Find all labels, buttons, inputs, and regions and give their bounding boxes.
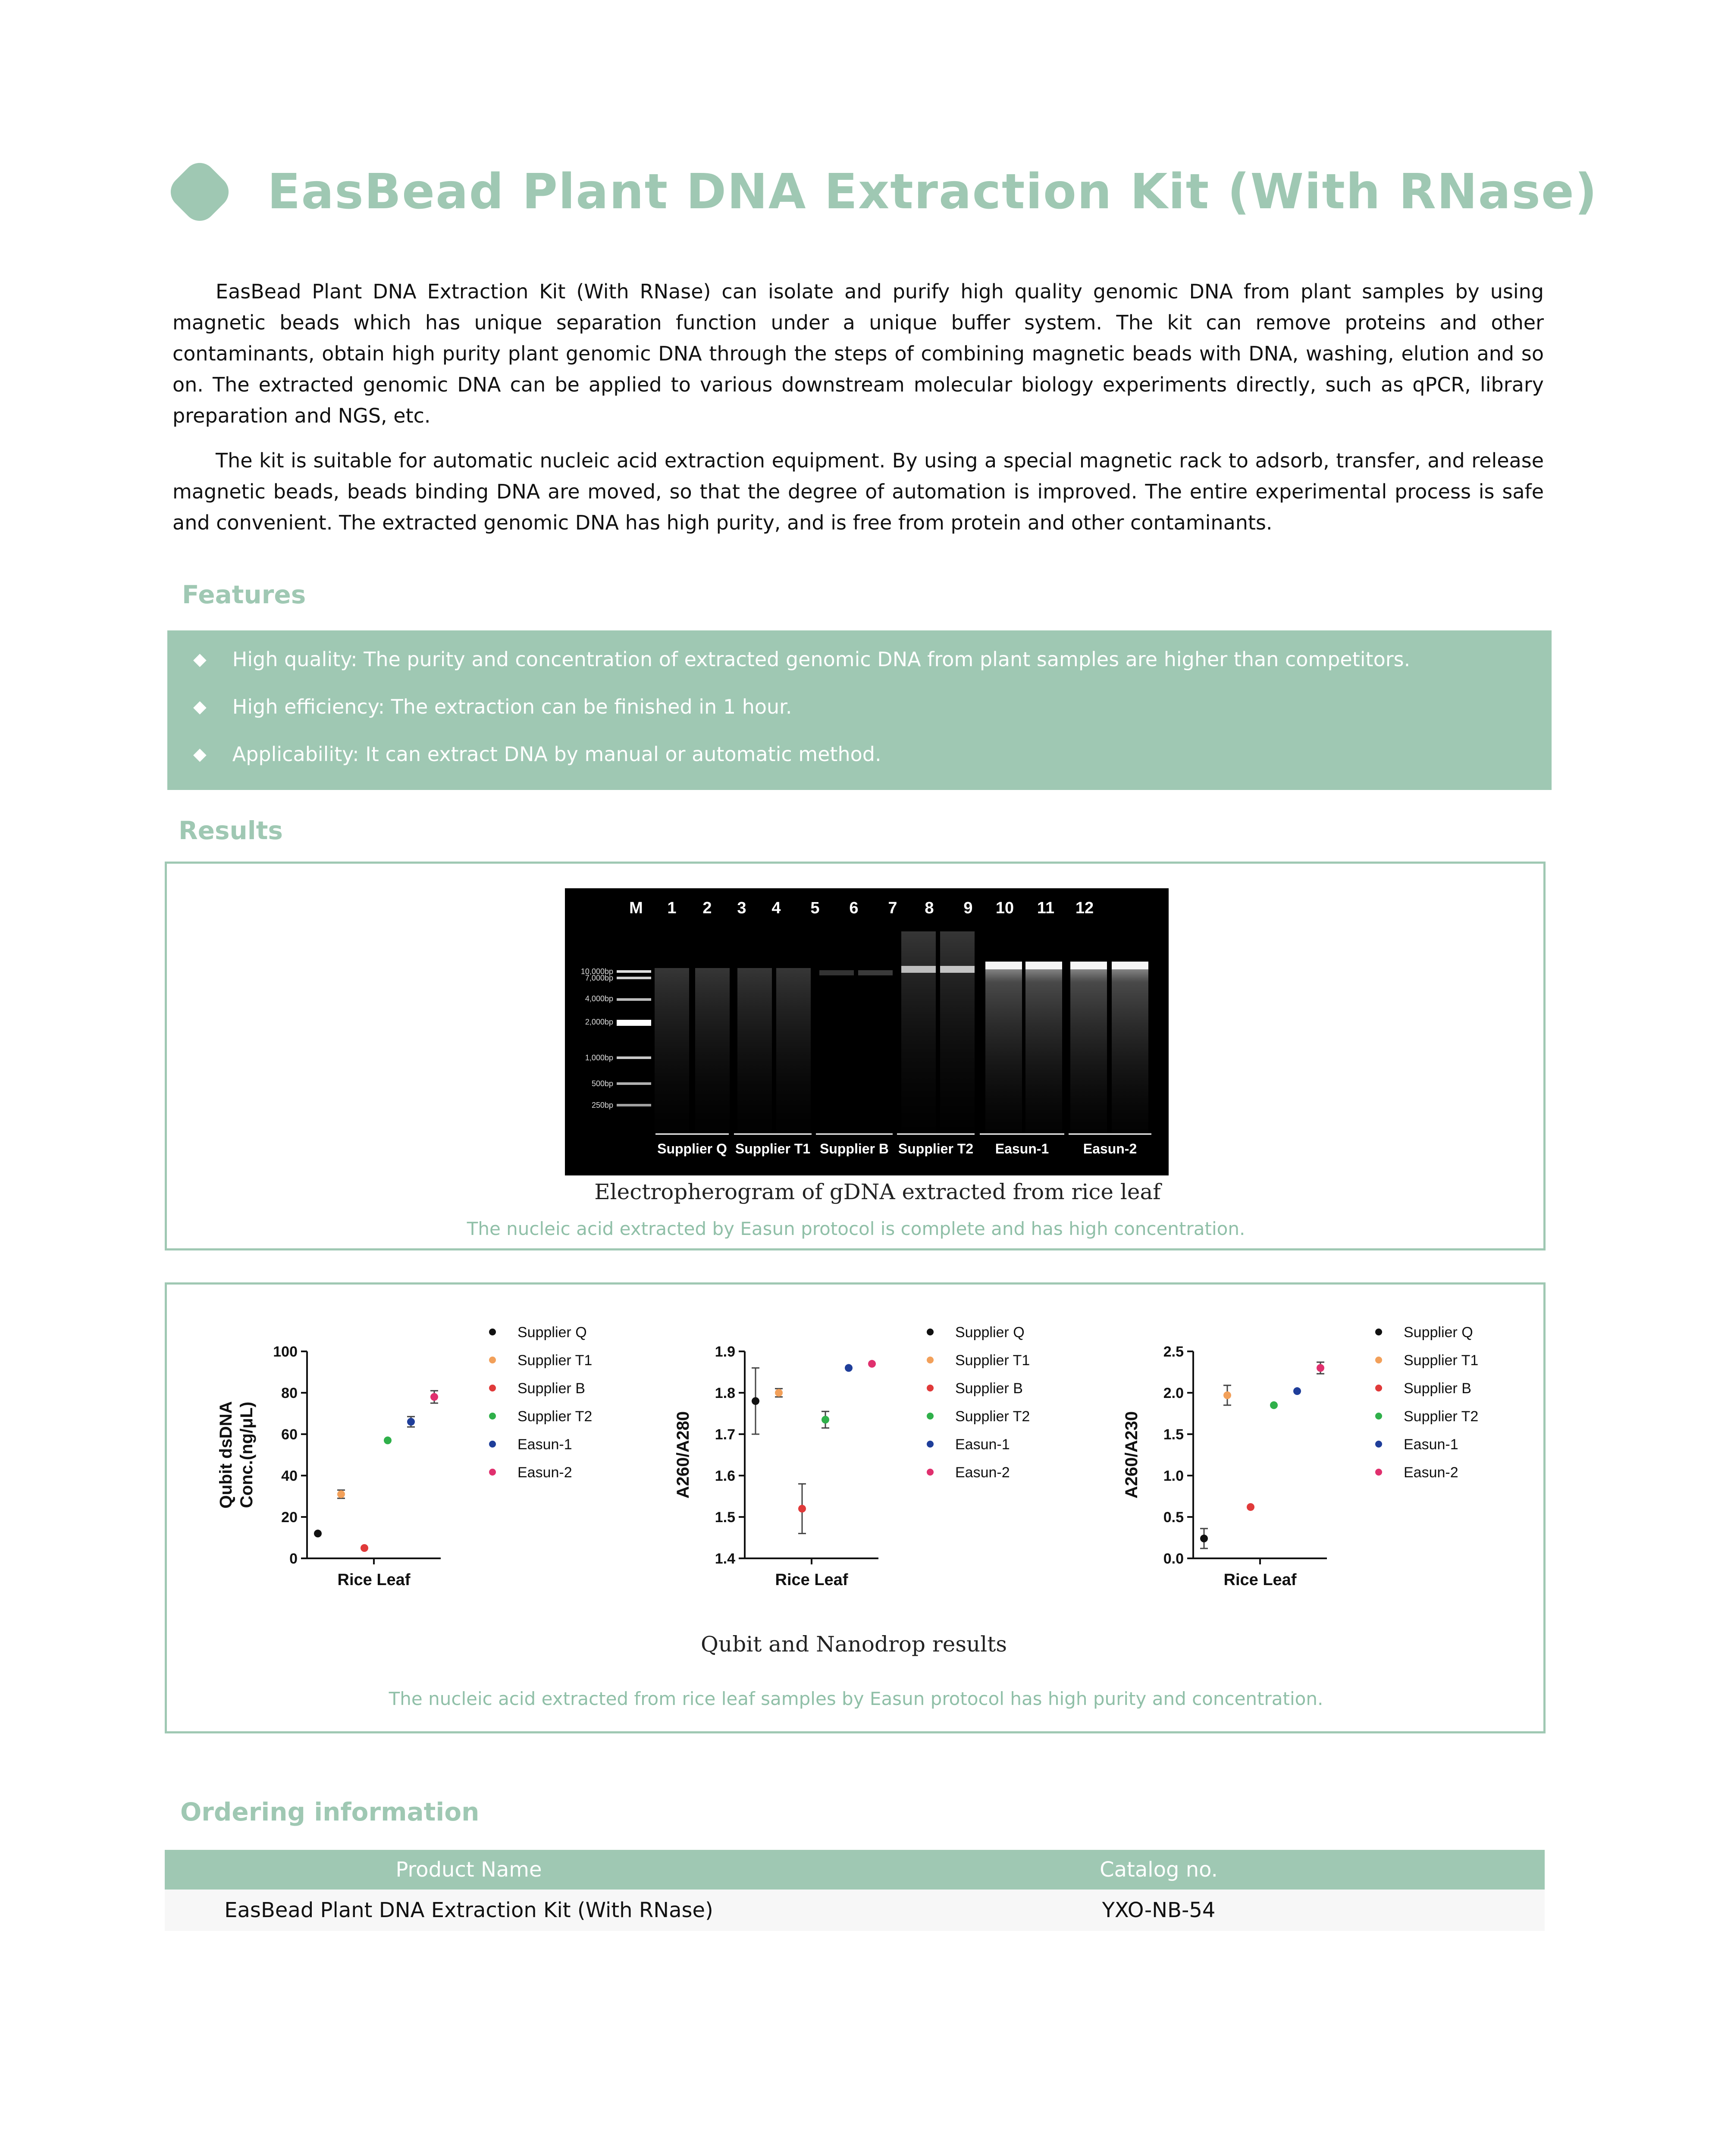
y-tick-label: 60 xyxy=(281,1426,298,1443)
gel-lane-label: 9 xyxy=(963,899,973,917)
legend-label: Easun-2 xyxy=(517,1464,572,1481)
legend-label: Supplier T2 xyxy=(1404,1408,1479,1425)
gel-note: The nucleic acid extracted by Easun protocol is complete and has high concentration. xyxy=(467,1218,1245,1239)
diamond-bullet-icon xyxy=(164,156,235,227)
y-tick-label: 2.5 xyxy=(1163,1344,1184,1360)
y-tick-label: 40 xyxy=(281,1468,298,1484)
data-point xyxy=(775,1389,783,1397)
gel-lane-label: 7 xyxy=(888,899,897,917)
legend-marker xyxy=(927,1385,934,1391)
column-header-product: Product Name xyxy=(395,1858,542,1882)
legend-label: Supplier Q xyxy=(517,1324,587,1341)
data-point xyxy=(845,1364,853,1372)
column-header-catalog: Catalog no. xyxy=(1100,1858,1218,1882)
legend-label: Supplier T1 xyxy=(955,1352,1030,1369)
results-heading: Results xyxy=(179,816,283,845)
y-tick-label: 1.5 xyxy=(715,1509,735,1526)
y-tick-label: 1.8 xyxy=(715,1385,735,1401)
y-tick-label: 100 xyxy=(273,1344,298,1360)
legend-label: Supplier T1 xyxy=(1404,1352,1479,1369)
legend-marker xyxy=(489,1385,496,1391)
gel-marker-label: 10,000bp xyxy=(580,967,613,976)
diamond-icon: ◆ xyxy=(193,697,207,717)
gel-marker-label: 1,000bp xyxy=(585,1053,613,1062)
table-header xyxy=(165,1850,1545,1890)
feature-item xyxy=(193,695,792,718)
catalog-no-cell: YXO-NB-54 xyxy=(1102,1898,1216,1922)
feature-text: Applicability: It can extract DNA by manual or automatic method. xyxy=(232,743,881,766)
x-axis-label: Rice Leaf xyxy=(1223,1571,1297,1589)
y-tick-label: 1.4 xyxy=(715,1551,735,1567)
gel-lane-label: 3 xyxy=(737,899,746,917)
y-axis-label: Qubit dsDNA xyxy=(216,1401,235,1509)
legend-label: Supplier T2 xyxy=(955,1408,1030,1425)
gel-lane-label: 10 xyxy=(995,899,1014,917)
legend-marker xyxy=(1375,1441,1382,1448)
gel-lane-label: M xyxy=(629,899,643,917)
chart-2 xyxy=(674,1324,1030,1589)
chart-1 xyxy=(216,1324,592,1589)
feature-text: High quality: The purity and concentration of extracted genomic DNA from plant samples are higher than competitors. xyxy=(232,648,1411,671)
legend-label: Supplier T2 xyxy=(517,1408,593,1425)
gel-lane-label: 12 xyxy=(1075,899,1094,917)
charts-note: The nucleic acid extracted from rice leaf samples by Easun protocol has high purity and concentration. xyxy=(389,1688,1323,1709)
table-row xyxy=(165,1890,1545,1931)
legend-label: Supplier B xyxy=(955,1380,1023,1397)
legend-label: Supplier Q xyxy=(955,1324,1025,1341)
gel-marker-label: 250bp xyxy=(591,1101,613,1109)
intro-paragraph-2: The kit is suitable for automatic nucleic acid extraction equipment. By using a special magnetic rack to adsorb, transfer, and release magnetic beads, beads binding DNA are moved, so that the degree of automation is improved. The entire experimental process is safe and convenient. The extracted genomic DNA has high purity, and is free from protein and other contaminants. xyxy=(172,449,1544,534)
legend-marker xyxy=(927,1413,934,1420)
legend-marker xyxy=(489,1469,496,1476)
y-tick-label: 1.5 xyxy=(1163,1426,1184,1443)
gel-lane-label: 6 xyxy=(849,899,859,917)
legend-label: Easun-1 xyxy=(955,1436,1010,1453)
data-point xyxy=(798,1505,806,1513)
data-point xyxy=(1317,1364,1324,1372)
y-tick-label: 2.0 xyxy=(1163,1385,1184,1401)
data-point xyxy=(384,1436,392,1444)
gel-group-label: Supplier Q xyxy=(657,1141,727,1156)
data-point xyxy=(1223,1391,1231,1399)
data-point xyxy=(1293,1387,1301,1395)
legend-label: Easun-1 xyxy=(517,1436,572,1453)
gel-group-label: Supplier T2 xyxy=(898,1141,974,1156)
legend-label: Easun-1 xyxy=(1404,1436,1458,1453)
y-tick-label: 1.6 xyxy=(715,1468,735,1484)
data-point xyxy=(337,1490,345,1498)
legend-marker xyxy=(1375,1413,1382,1420)
gel-group-label: Supplier B xyxy=(819,1141,889,1156)
title-row xyxy=(172,155,1598,229)
gel-image xyxy=(565,888,1169,1175)
y-axis-label: Conc.(ng/μL) xyxy=(237,1401,256,1508)
legend-marker xyxy=(489,1413,496,1420)
y-axis-label: A260/A280 xyxy=(674,1411,693,1499)
legend-label: Supplier Q xyxy=(1404,1324,1473,1341)
product-name-cell: EasBead Plant DNA Extraction Kit (With RNase) xyxy=(224,1898,713,1922)
y-tick-label: 0.0 xyxy=(1163,1551,1184,1567)
intro-paragraph-1: EasBead Plant DNA Extraction Kit (With RNase) can isolate and purify high quality genomic DNA from plant samples by using magnetic beads which has unique separation function under a unique buffer system. The kit can remove proteins and other contaminants, obtain high purity plant genomic DNA through the steps of combining magnetic beads with DNA, washing, elution and so on. The extracted genomic DNA can be applied to various downstream molecular biology experiments directly, such as qPCR, library preparation and NGS, etc. xyxy=(172,280,1544,427)
gel-lane-label: 8 xyxy=(925,899,934,917)
feature-item xyxy=(193,743,881,766)
gel-lane-label: 1 xyxy=(667,899,677,917)
diamond-icon: ◆ xyxy=(193,649,207,669)
legend-marker xyxy=(927,1329,934,1335)
features-box xyxy=(167,630,1552,790)
y-axis-label: A260/A230 xyxy=(1122,1411,1141,1499)
legend-label: Easun-2 xyxy=(1404,1464,1458,1481)
data-point xyxy=(407,1418,415,1426)
legend-marker xyxy=(489,1441,496,1448)
y-tick-label: 1.9 xyxy=(715,1344,735,1360)
legend-marker xyxy=(1375,1329,1382,1335)
legend-marker xyxy=(489,1357,496,1363)
legend-marker xyxy=(927,1357,934,1363)
data-point xyxy=(1200,1535,1208,1542)
legend-label: Easun-2 xyxy=(955,1464,1010,1481)
charts-caption: Qubit and Nanodrop results xyxy=(701,1632,1007,1657)
gel-marker-label: 2,000bp xyxy=(585,1018,613,1026)
legend-marker xyxy=(1375,1469,1382,1476)
legend-label: Supplier B xyxy=(517,1380,585,1397)
gel-svg xyxy=(565,888,1169,1175)
gel-lane-label: 11 xyxy=(1037,899,1055,917)
gel-group-label: Easun-2 xyxy=(1083,1141,1137,1156)
gel-marker-label: 500bp xyxy=(591,1079,613,1088)
gel-marker-label: 4,000bp xyxy=(585,994,613,1003)
features-heading: Features xyxy=(182,580,306,609)
legend-marker xyxy=(1375,1357,1382,1363)
legend-label: Supplier B xyxy=(1404,1380,1471,1397)
legend-marker xyxy=(927,1469,934,1476)
charts-svg xyxy=(165,1282,1546,1733)
feature-text: High efficiency: The extraction can be finished in 1 hour. xyxy=(232,695,792,718)
y-tick-label: 1.0 xyxy=(1163,1468,1184,1484)
data-point xyxy=(822,1416,829,1423)
legend-marker xyxy=(1375,1385,1382,1391)
gel-caption: Electropherogram of gDNA extracted from rice leaf xyxy=(594,1179,1161,1204)
gel-lane-label: 5 xyxy=(810,899,820,917)
diamond-icon: ◆ xyxy=(193,744,207,764)
data-point xyxy=(314,1529,322,1537)
legend-marker xyxy=(927,1441,934,1448)
y-tick-label: 0 xyxy=(289,1551,298,1567)
y-tick-label: 1.7 xyxy=(715,1426,735,1443)
ordering-heading: Ordering information xyxy=(180,1797,480,1827)
feature-item xyxy=(193,648,1410,671)
gel-lane-label: 2 xyxy=(702,899,712,917)
legend-label: Supplier T1 xyxy=(517,1352,593,1369)
data-point xyxy=(1247,1503,1254,1511)
data-point xyxy=(752,1397,759,1405)
data-point xyxy=(430,1393,438,1401)
x-axis-label: Rice Leaf xyxy=(775,1571,848,1589)
x-axis-label: Rice Leaf xyxy=(337,1571,411,1589)
gel-group-label: Supplier T1 xyxy=(735,1141,811,1156)
y-tick-label: 0.5 xyxy=(1163,1509,1184,1526)
gel-group-label: Easun-1 xyxy=(995,1141,1049,1156)
data-point xyxy=(1270,1401,1278,1409)
y-tick-label: 20 xyxy=(281,1509,298,1526)
data-point xyxy=(361,1544,368,1552)
chart-3 xyxy=(1122,1324,1478,1589)
gel-lane-label: 4 xyxy=(771,899,781,917)
ordering-table xyxy=(165,1850,1545,1931)
page-title: EasBead Plant DNA Extraction Kit (With RNase) xyxy=(267,164,1598,220)
legend-marker xyxy=(489,1329,496,1335)
y-tick-label: 80 xyxy=(281,1385,298,1401)
data-point xyxy=(868,1360,876,1368)
gel-marker-label: 7,000bp xyxy=(585,974,613,982)
